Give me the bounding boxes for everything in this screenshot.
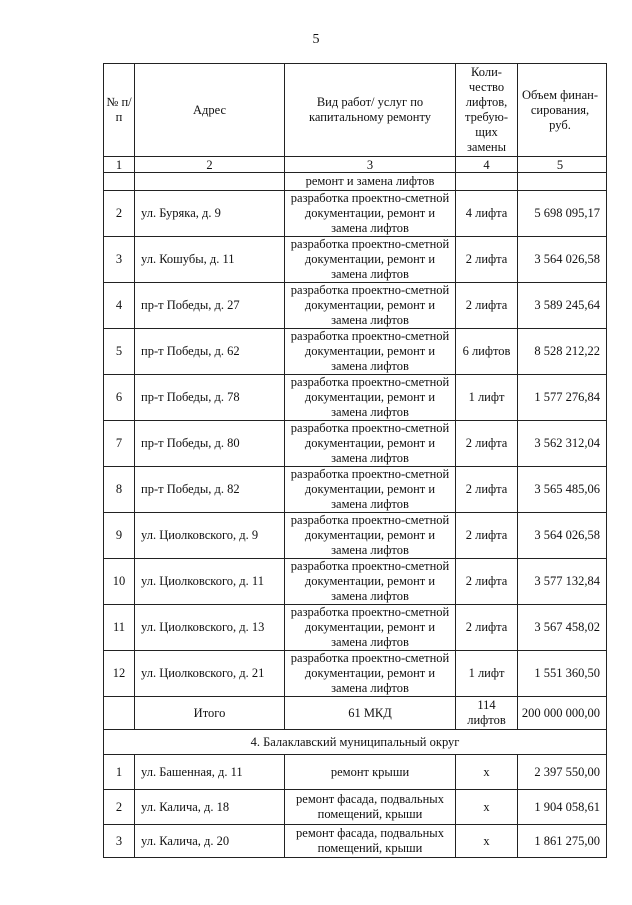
row-number: 6 (104, 375, 135, 421)
row-address: пр-т Победы, д. 62 (135, 329, 285, 375)
row-funding: 1 551 360,50 (518, 651, 607, 697)
table-row (104, 467, 607, 513)
row-lift-count: 2 лифта (456, 421, 518, 467)
table-row (104, 191, 607, 237)
table-row (104, 513, 607, 559)
row-address: ул. Башенная, д. 11 (135, 755, 285, 790)
section-header-row (104, 730, 607, 755)
row-funding: 3 565 485,06 (518, 467, 607, 513)
row-work-type: разработка проектно-сметной документации, ремонт и замена лифтов (285, 191, 456, 237)
row-funding: 3 589 245,64 (518, 283, 607, 329)
row-work-type: разработка проектно-сметной документации, ремонт и замена лифтов (285, 237, 456, 283)
row-address: ул. Кошубы, д. 11 (135, 237, 285, 283)
row-funding: 1 577 276,84 (518, 375, 607, 421)
table-row (104, 329, 607, 375)
row-lift-count: 4 лифта (456, 191, 518, 237)
row-number: 9 (104, 513, 135, 559)
table-row (104, 755, 607, 790)
row-lift-count: 1 лифт (456, 651, 518, 697)
row-address: ул. Циолковского, д. 13 (135, 605, 285, 651)
table-row (104, 559, 607, 605)
row-work-type: разработка проектно-сметной документации, ремонт и замена лифтов (285, 467, 456, 513)
row-address: пр-т Победы, д. 82 (135, 467, 285, 513)
column-number: 2 (135, 157, 285, 173)
continuation-row (104, 173, 607, 191)
row-number: 8 (104, 467, 135, 513)
section-title: 4. Балаклавский муниципальный округ (104, 730, 607, 755)
row-work-type: разработка проектно-сметной документации, ремонт и замена лифтов (285, 283, 456, 329)
row-address: ул. Циолковского, д. 21 (135, 651, 285, 697)
row-lift-count: 2 лифта (456, 513, 518, 559)
row-funding: 3 564 026,58 (518, 237, 607, 283)
continuation-work: ремонт и замена лифтов (285, 173, 456, 191)
row-lift-count: х (456, 755, 518, 790)
column-number: 1 (104, 157, 135, 173)
row-work-type: разработка проектно-сметной документации, ремонт и замена лифтов (285, 513, 456, 559)
table-row (104, 283, 607, 329)
row-address: ул. Циолковского, д. 11 (135, 559, 285, 605)
header-number: № п/п (104, 64, 135, 157)
row-funding: 8 528 212,22 (518, 329, 607, 375)
total-buildings: 61 МКД (285, 697, 456, 730)
table-row (104, 790, 607, 825)
table-row (104, 825, 607, 858)
row-number: 1 (104, 755, 135, 790)
row-address: пр-т Победы, д. 27 (135, 283, 285, 329)
row-work-type: ремонт фасада, подвальных помещений, крыши (285, 790, 456, 825)
empty-cell (135, 173, 285, 191)
row-number: 2 (104, 191, 135, 237)
total-funding: 200 000 000,00 (518, 697, 607, 730)
row-work-type: разработка проектно-сметной документации, ремонт и замена лифтов (285, 329, 456, 375)
row-lift-count: х (456, 825, 518, 858)
empty-cell (104, 173, 135, 191)
row-number: 2 (104, 790, 135, 825)
row-lift-count: 6 лифтов (456, 329, 518, 375)
table-header-row (104, 64, 607, 157)
column-numbers-row (104, 157, 607, 173)
capital-repair-table (103, 63, 607, 858)
total-lifts: 114 лифтов (456, 697, 518, 730)
row-number: 3 (104, 237, 135, 283)
row-funding: 1 904 058,61 (518, 790, 607, 825)
header-lift-count: Коли- чество лифтов, требую- щих замены (456, 64, 518, 157)
row-number: 5 (104, 329, 135, 375)
row-number: 10 (104, 559, 135, 605)
table-row (104, 375, 607, 421)
column-number: 3 (285, 157, 456, 173)
row-work-type: ремонт крыши (285, 755, 456, 790)
row-address: пр-т Победы, д. 78 (135, 375, 285, 421)
row-funding: 1 861 275,00 (518, 825, 607, 858)
row-funding: 3 577 132,84 (518, 559, 607, 605)
row-funding: 2 397 550,00 (518, 755, 607, 790)
row-lift-count: 2 лифта (456, 283, 518, 329)
row-work-type: разработка проектно-сметной документации, ремонт и замена лифтов (285, 559, 456, 605)
total-row (104, 697, 607, 730)
row-funding: 3 564 026,58 (518, 513, 607, 559)
total-label: Итого (135, 697, 285, 730)
row-address: ул. Циолковского, д. 9 (135, 513, 285, 559)
row-number: 4 (104, 283, 135, 329)
header-funding: Объем финан- сирования, руб. (518, 64, 607, 157)
row-number: 12 (104, 651, 135, 697)
table-row (104, 651, 607, 697)
empty-cell (518, 173, 607, 191)
row-lift-count: 2 лифта (456, 559, 518, 605)
row-work-type: ремонт фасада, подвальных помещений, крыши (285, 825, 456, 858)
table-row (104, 237, 607, 283)
row-address: ул. Калича, д. 18 (135, 790, 285, 825)
row-lift-count: х (456, 790, 518, 825)
column-number: 5 (518, 157, 607, 173)
row-lift-count: 2 лифта (456, 237, 518, 283)
row-number: 3 (104, 825, 135, 858)
table-row (104, 605, 607, 651)
empty-cell (104, 697, 135, 730)
row-lift-count: 2 лифта (456, 467, 518, 513)
row-work-type: разработка проектно-сметной документации, ремонт и замена лифтов (285, 605, 456, 651)
column-number: 4 (456, 157, 518, 173)
empty-cell (456, 173, 518, 191)
row-funding: 3 562 312,04 (518, 421, 607, 467)
row-lift-count: 2 лифта (456, 605, 518, 651)
header-address: Адрес (135, 64, 285, 157)
row-number: 7 (104, 421, 135, 467)
row-work-type: разработка проектно-сметной документации, ремонт и замена лифтов (285, 375, 456, 421)
page-number: 5 (312, 32, 320, 47)
row-address: ул. Калича, д. 20 (135, 825, 285, 858)
header-work-type: Вид работ/ услуг по капитальному ремонту (285, 64, 456, 157)
row-funding: 3 567 458,02 (518, 605, 607, 651)
row-address: пр-т Победы, д. 80 (135, 421, 285, 467)
row-funding: 5 698 095,17 (518, 191, 607, 237)
row-work-type: разработка проектно-сметной документации, ремонт и замена лифтов (285, 651, 456, 697)
table-row (104, 421, 607, 467)
row-work-type: разработка проектно-сметной документации, ремонт и замена лифтов (285, 421, 456, 467)
row-lift-count: 1 лифт (456, 375, 518, 421)
row-number: 11 (104, 605, 135, 651)
row-address: ул. Буряка, д. 9 (135, 191, 285, 237)
